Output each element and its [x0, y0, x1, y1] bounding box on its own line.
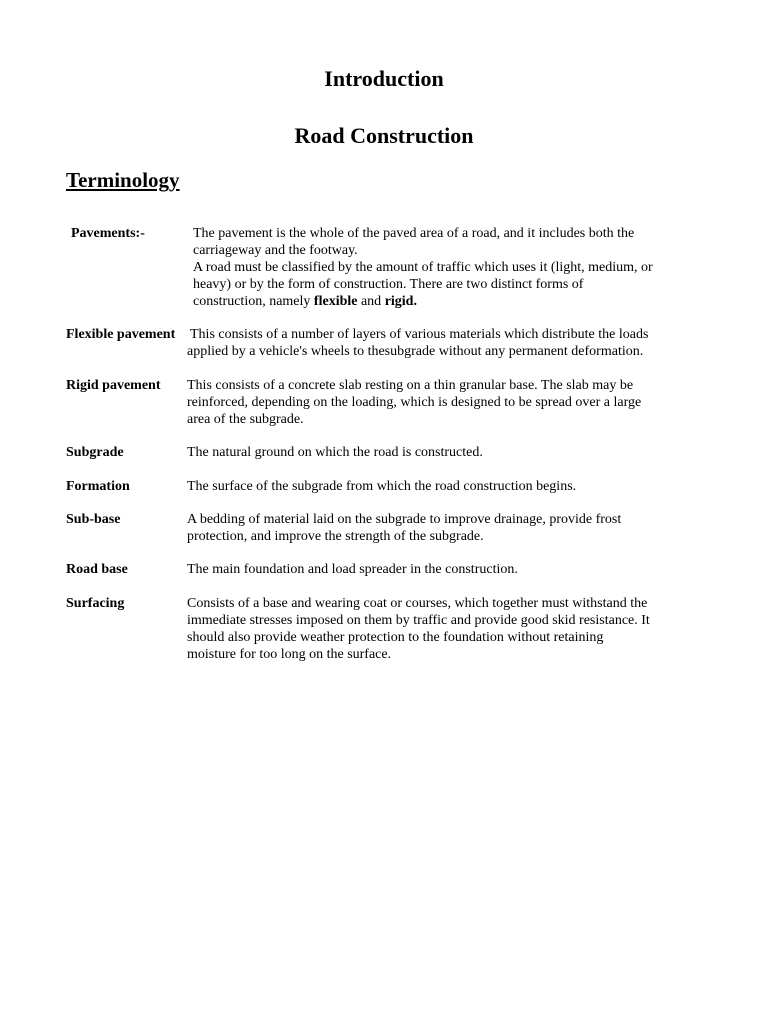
definition-line: carriageway and the footway. [193, 243, 358, 258]
definition-line: immediate stresses imposed on them by traffic and provide good skid resistance. It [187, 613, 650, 628]
definition-line: This consists of a number of layers of various materials which distribute the loads [190, 327, 649, 342]
entry-term: Sub-base [66, 512, 121, 527]
definition-line: area of the subgrade. [187, 412, 304, 427]
definition-line [193, 293, 653, 310]
section-heading: Terminology [66, 168, 180, 192]
entry-definition [187, 478, 576, 495]
definition-text: and [357, 294, 385, 309]
page-title: Introduction [324, 66, 444, 91]
entry-term: Rigid pavement [66, 378, 161, 393]
bold-term-rigid: rigid. [384, 294, 417, 309]
definition-line: should also provide weather protection to the foundation without retaining [187, 630, 604, 645]
entry-term: Formation [66, 479, 130, 494]
definition-text: construction, namely [193, 294, 314, 309]
entry-definition [187, 511, 621, 545]
bold-term-flexible: flexible [313, 294, 358, 309]
definition-line: The main foundation and load spreader in the construction. [187, 562, 518, 577]
definition-line: heavy) or by the form of construction. There are two distinct forms of [193, 277, 584, 292]
entry-definition [187, 595, 650, 663]
definition-line: A road must be classified by the amount of traffic which uses it (light, medium, or [193, 260, 653, 275]
definition-line: Consists of a base and wearing coat or courses, which together must withstand the [187, 596, 648, 611]
definition-line: The surface of the subgrade from which the road construction begins. [187, 479, 577, 494]
entry-definition [187, 377, 641, 428]
entry-term: Pavements:- [71, 226, 145, 241]
entry-term: Flexible pavement [66, 327, 176, 342]
entry-term: Subgrade [66, 445, 124, 460]
page-subtitle: Road Construction [294, 123, 474, 148]
definition-line: moisture for too long on the surface. [187, 647, 392, 662]
entry-definition [187, 326, 648, 360]
definition-line: reinforced, depending on the loading, which is designed to be spread over a large [187, 395, 642, 410]
entry-definition [193, 225, 653, 310]
definition-line: This consists of a concrete slab resting on a thin granular base. The slab may be [187, 378, 634, 393]
entry-term: Road base [66, 562, 128, 577]
entry-definition [187, 561, 518, 578]
entry-definition [187, 444, 483, 461]
definition-line: The natural ground on which the road is constructed. [187, 445, 483, 460]
entry-term: Surfacing [66, 596, 125, 611]
definition-line: The pavement is the whole of the paved area of a road, and it includes both the [193, 226, 635, 241]
definition-line: protection, and improve the strength of the subgrade. [187, 529, 484, 544]
definition-line: applied by a vehicle's wheels to thesubgrade without any permanent deformation. [187, 344, 644, 359]
definition-line: A bedding of material laid on the subgrade to improve drainage, provide frost [187, 512, 622, 527]
